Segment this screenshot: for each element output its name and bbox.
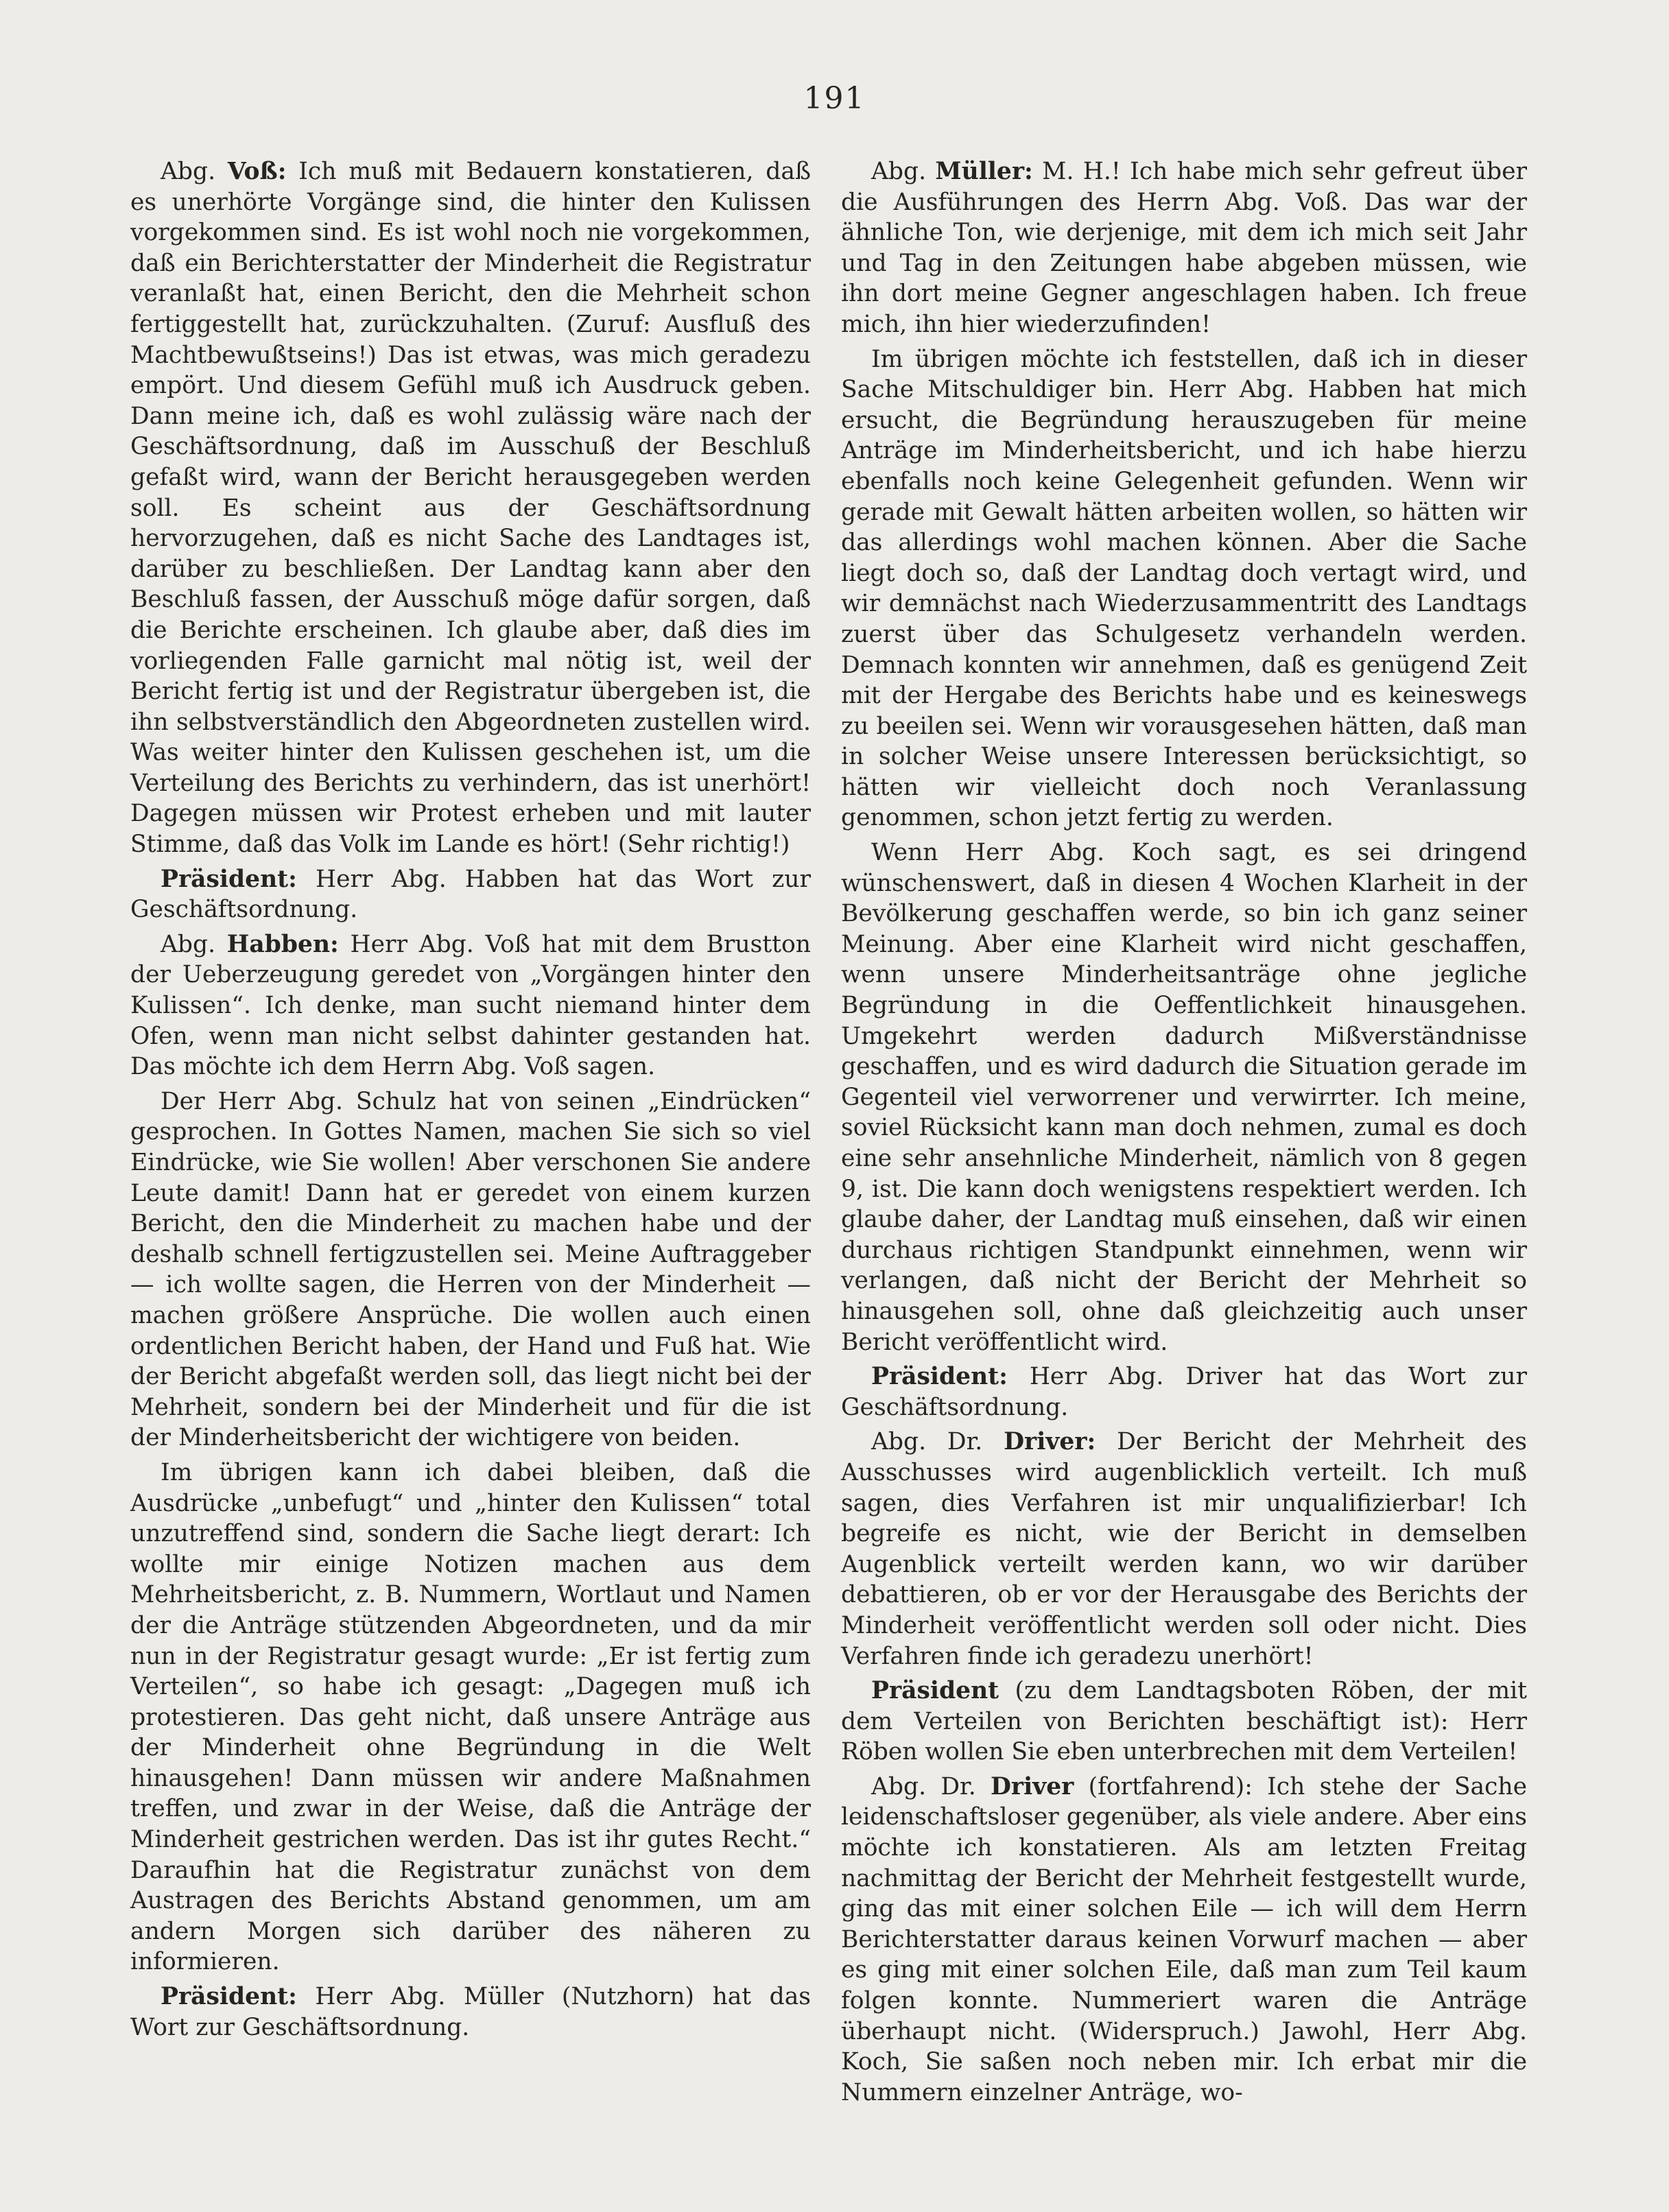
paragraph-text: M. H.! Ich habe mich sehr gefreut über die Ausführungen des Herrn Abg. Voß. Das war der ähnliche Ton, wie derjenige, mit dem ich mich seit Jahr und Tag in den Zeitungen habe abgeben müssen, wie ihn dort meine Gegner angeschlagen haben. Ich freue mich, ihn hier wiederzufinden! xyxy=(841,158,1527,338)
paragraph xyxy=(841,156,1527,340)
speaker-name: Voß: xyxy=(227,158,287,185)
paragraph xyxy=(130,1086,811,1453)
speaker-name: Müller: xyxy=(935,158,1033,185)
paragraph-text: Im übrigen möchte ich feststellen, daß ich in dieser Sache Mitschuldiger bin. Herr Abg. Habben hat mich ersucht, die Begründung herauszugeben für meine Anträge im Minderheitsbericht, und ich habe hierzu ebenfalls noch keine Gelegenheit gefunden. Wenn wir gerade mit Gewalt hätten arbeiten wollen, so hätten wir das allerdings wohl machen können. Aber die Sache liegt doch so, daß der Landtag doch vertagt wird, und wir demnächst nach Wiederzusammentritt des Landtags zuerst über das Schulgesetz verhandeln werden. Demnach konnten wir annehmen, daß es genügend Zeit mit der Hergabe des Berichts habe und es keineswegs zu beeilen sei. Wenn wir vorausgesehen hätten, daß man in solcher Weise unsere Interessen berücksichtigt, so hätten wir vielleicht doch noch Veranlassung genommen, schon jetzt fertig zu werden. xyxy=(841,345,1527,832)
speaker-prefix: Abg. Dr. xyxy=(871,1772,991,1800)
paragraph-text: Herr Abg. Driver hat das Wort zur Geschäftsordnung. xyxy=(841,1363,1527,1421)
speaker-prefix: Abg. xyxy=(161,158,228,185)
paragraph-text: Der Herr Abg. Schulz hat von seinen „Eindrücken“ gesprochen. In Gottes Namen, machen Sie sich so viel Eindrücke, wie Sie wollen! Aber verschonen Sie andere Leute damit! Dann hat er geredet von einem kurzen Bericht, den die Minderheit zu machen habe und der deshalb schnell fertigzustellen sei. Meine Auftraggeber — ich wollte sagen, die Herren von der Minderheit — machen größere Ansprüche. Die wollen auch einen ordentlichen Bericht haben, der Hand und Fuß hat. Wie der Bericht abgefaßt werden soll, das liegt nicht bei der Mehrheit, sondern bei der Minderheit und für die ist der Minderheitsbericht der wichtigere von beiden. xyxy=(130,1087,811,1452)
paragraph xyxy=(841,1361,1527,1423)
paragraph xyxy=(130,1982,811,2043)
paragraph xyxy=(841,1676,1527,1768)
speaker-name: Driver: xyxy=(1004,1428,1096,1456)
speaker-name: Präsident: xyxy=(161,865,297,893)
speaker-name: Habben: xyxy=(226,930,339,958)
speaker-name: Driver xyxy=(990,1772,1074,1800)
speaker-prefix: Abg. xyxy=(161,930,227,958)
paragraph xyxy=(130,1458,811,1977)
page-number: 191 xyxy=(803,81,866,116)
paragraph xyxy=(130,864,811,925)
paragraph xyxy=(130,156,811,860)
paragraph-text: Ich muß mit Bedauern konstatieren, daß es unerhörte Vorgänge sind, die hinter den Kulissen vorgekommen sind. Es ist wohl noch nie vorgekommen, daß ein Berichterstatter der Minderheit die Registratur veranlaßt hat, einen Bericht, den die Mehrheit schon fertiggestellt hat, zurückzuhalten. (Zuruf: Ausfluß des Machtbewußtseins!) Das ist etwas, was mich geradezu empört. Und diesem Gefühl muß ich Ausdruck geben. Dann meine ich, daß es wohl zulässig wäre nach der Geschäftsordnung, daß im Ausschuß der Beschluß gefaßt wird, wann der Bericht herausgegeben werden soll. Es scheint aus der Geschäftsordnung hervorzugehen, daß es nicht Sache des Landtages ist, darüber zu beschließen. Der Landtag kann aber den Beschluß fassen, der Ausschuß möge dafür sorgen, daß die Berichte erscheinen. Ich glaube aber, daß dies im vorliegenden Falle garnicht mal nötig ist, weil der Bericht fertig ist und der Registratur übergeben ist, die ihn selbstverständlich den Abgeordneten zustellen wird. Was weiter hinter den Kulissen geschehen ist, um die Verteilung des Berichts zu verhindern, das ist unerhört! Dagegen müssen wir Protest erheben und mit lauter Stimme, daß das Volk im Lande es hört! (Sehr richtig!) xyxy=(130,158,811,859)
paragraph-text: Im übrigen kann ich dabei bleiben, daß die Ausdrücke „unbefugt“ und „hinter den Kulissen“ total unzutreffend sind, sondern die Sache liegt derart: Ich wollte mir einige Notizen machen aus dem Mehrheitsbericht, z. B. Nummern, Wortlaut und Namen der die Anträge stützenden Abgeordneten, und da mir nun in der Registratur gesagt wurde: „Er ist fertig zum Verteilen“, so habe ich gesagt: „Dagegen muß ich protestieren. Das geht nicht, daß unsere Anträge aus der Minderheit ohne Begründung in die Welt hinausgehen! Dann müssen wir andere Maßnahmen treffen, und zwar in der Weise, daß die Anträge der Minderheit gestrichen werden. Das ist ihr gutes Recht.“ Daraufhin hat die Registratur zunächst von dem Austragen des Berichts Abstand genommen, um am andern Morgen sich darüber des näheren zu informieren. xyxy=(130,1458,811,1976)
right-column xyxy=(841,156,1527,2112)
paragraph-text: Herr Abg. Habben hat das Wort zur Geschäftsordnung. xyxy=(130,865,811,924)
paragraph-text: Der Bericht der Mehrheit des Ausschusses wird augenblicklich verteilt. Ich muß sagen, dies Verfahren ist mir unqualifizierbar! Ich begreife es nicht, wie der Bericht in demselben Augenblick verteilt werden kann, wo wir darüber debattieren, ob er vor der Herausgabe des Berichts der Minderheit veröffentlicht werden soll oder nicht. Dies Verfahren finde ich geradezu unerhört! xyxy=(841,1428,1527,1670)
speaker-prefix: Abg. Dr. xyxy=(871,1428,1004,1456)
paragraph xyxy=(130,929,811,1082)
left-column xyxy=(130,156,811,2047)
paragraph-text: Herr Abg. Voß hat mit dem Brustton der Ueberzeugung geredet von „Vorgängen hinter den Kulissen“. Ich denke, man sucht niemand hinter dem Ofen, wenn man nicht selbst dahinter gestanden hat. Das möchte ich dem Herrn Abg. Voß sagen. xyxy=(130,930,811,1081)
paragraph-text: (zu dem Landtagsboten Röben, der mit dem Verteilen von Berichten beschäftigt ist): Herr Röben wollen Sie eben unterbrechen mit dem Verteilen! xyxy=(841,1677,1527,1766)
paragraph-text: (fortfahrend): Ich stehe der Sache leidenschaftsloser gegenüber, als viele andere. Aber eins möchte ich konstatieren. Als am letzten Freitag nachmittag der Bericht der Mehrheit festgestellt wurde, ging das mit einer solchen Eile — ich will dem Herrn Berichterstatter daraus keinen Vorwurf machen — aber es ging mit einer solchen Eile, daß man zum Teil kaum folgen konnte. Nummeriert waren die Anträge überhaupt nicht. (Widerspruch.) Jawohl, Herr Abg. Koch, Sie saßen noch neben mir. Ich erbat mir die Nummern einzelner Anträge, wo- xyxy=(841,1772,1527,2106)
paragraph-text: Herr Abg. Müller (Nutzhorn) hat das Wort zur Geschäftsordnung. xyxy=(130,1983,811,2041)
paragraph xyxy=(841,837,1527,1357)
paragraph xyxy=(841,1772,1527,2108)
speaker-name: Präsident xyxy=(871,1677,999,1705)
paragraph xyxy=(841,1427,1527,1672)
paragraph-text: Wenn Herr Abg. Koch sagt, es sei dringend wünschenswert, daß in diesen 4 Wochen Klarheit in der Bevölkerung geschaffen werde, so bin ich ganz seiner Meinung. Aber eine Klarheit wird nicht geschaffen, wenn unsere Minderheitsanträge ohne jegliche Begründung in die Oeffentlichkeit hinausgehen. Umgekehrt werden dadurch Mißverständnisse geschaffen, und es wird dadurch die Situation gerade im Gegenteil viel verworrener und verwirrter. Ich meine, soviel Rücksicht kann man doch nehmen, zumal es doch eine sehr ansehnliche Minderheit, nämlich von 8 gegen 9, ist. Die kann doch wenigstens respektiert werden. Ich glaube daher, der Landtag muß einsehen, daß wir einen durchaus richtigen Standpunkt einnehmen, wenn wir verlangen, daß nicht der Bericht der Mehrheit so hinausgehen soll, ohne daß gleichzeitig auch unser Bericht veröffentlicht wird. xyxy=(841,839,1527,1356)
speaker-prefix: Abg. xyxy=(871,158,936,185)
speaker-name: Präsident: xyxy=(161,1983,297,2011)
paragraph xyxy=(841,344,1527,834)
speaker-name: Präsident: xyxy=(871,1363,1008,1391)
